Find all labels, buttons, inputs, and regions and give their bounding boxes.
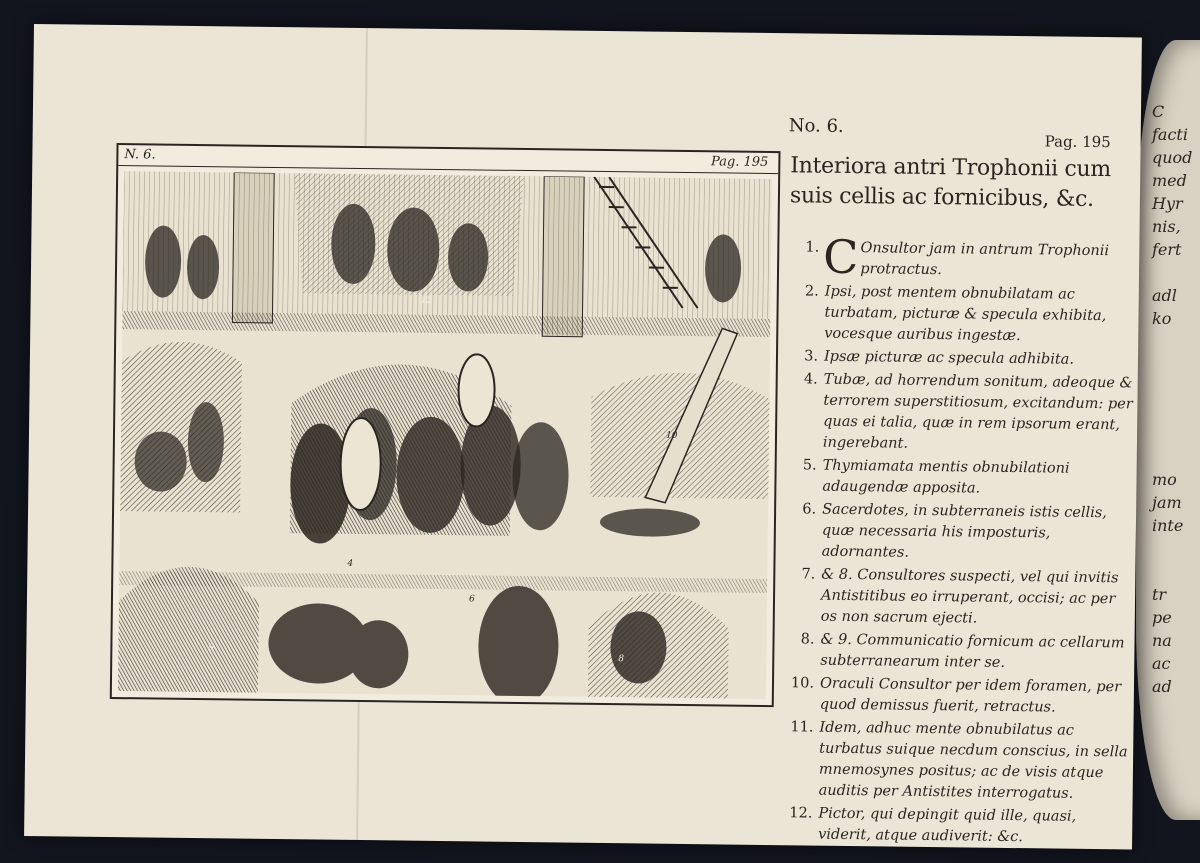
drop-cap: C [822, 229, 859, 285]
legend-item: 8. & 9. Communicatio fornicum ac cellarum subterranearum inter se. [800, 631, 1125, 671]
legend-item: 10. Oraculi Consultor per idem foramen, per quod demissus fuerit, retractus. [790, 675, 1122, 716]
next-page-edge [1136, 40, 1200, 820]
left-arch [120, 341, 242, 512]
legend-list [780, 229, 1137, 849]
legend-item: 1. C Onsultor jam in antrum Trophonii protractus. [805, 229, 1110, 285]
foldout-page [24, 24, 1142, 849]
scene-label-10: 10 [665, 430, 678, 441]
plate-page: Pag. 195 [710, 154, 769, 170]
plate-header [118, 145, 778, 174]
scene-label-6: 6 [468, 594, 475, 605]
mirror-left [340, 418, 381, 510]
legend-item: 2. Ipsi, post mentem obnubilatam ac turbatam, picturæ & specula exhibita, vocesque auribus ingestæ. [804, 283, 1107, 345]
caption-column [788, 115, 1139, 846]
legend-item: 6. Sacerdotes, in subterraneis istis cellis, quæ necessaria his imposturis, adornantes. [802, 501, 1107, 561]
scene-label-12: 12 [420, 295, 433, 306]
page-reference: Pag. 195 [1044, 132, 1111, 152]
engraving-plate [110, 143, 781, 707]
scene-label-4: 4 [347, 558, 354, 569]
scene-label-8: 8 [618, 654, 625, 665]
legend-item: 5. Thymiamata mentis obnubilationi adaugendæ apposita. [802, 457, 1070, 497]
legend-item: 7. & 8. Consultores suspecti, vel qui invitis Antistitibus eo irruperant, occisi; ac per os non sacrum ejecti. [801, 566, 1119, 627]
plate-number: N. 6. [124, 147, 156, 163]
legend-item: 11. Idem, adhuc mente obnubilatus ac turbatus suique necdum conscius, in sella mnemosynes positus; ac de visis atque auditis per Antistites interrogatus. [790, 719, 1128, 802]
legend-item: 12. Pictor, qui depingit quid ille, quasi, viderit, atque audiverit: &c. [789, 805, 1077, 846]
legend-item: 3. Ipsæ picturæ ac specula adhibita. [804, 348, 1075, 368]
page-number-label: No. 6. [788, 115, 844, 137]
next-page-fragments: C facti quod med Hyr nis, fert adl ko mo jam inte tr pe na ac ad [1152, 102, 1193, 696]
scene-label-9: 9 [208, 643, 215, 654]
mirror-right [458, 354, 495, 426]
engraving-illustration [118, 171, 772, 699]
plate-title: Interiora antri Trophonii cum suis cellis ac fornicibus, &c. [789, 153, 1112, 212]
legend-item: 4. Tubæ, ad horrendum sonitum, adeoque & terrorem superstitiosum, excitandum: per quas ei talia, quæ in rem ipsorum erant, ingerebant. [803, 371, 1133, 452]
